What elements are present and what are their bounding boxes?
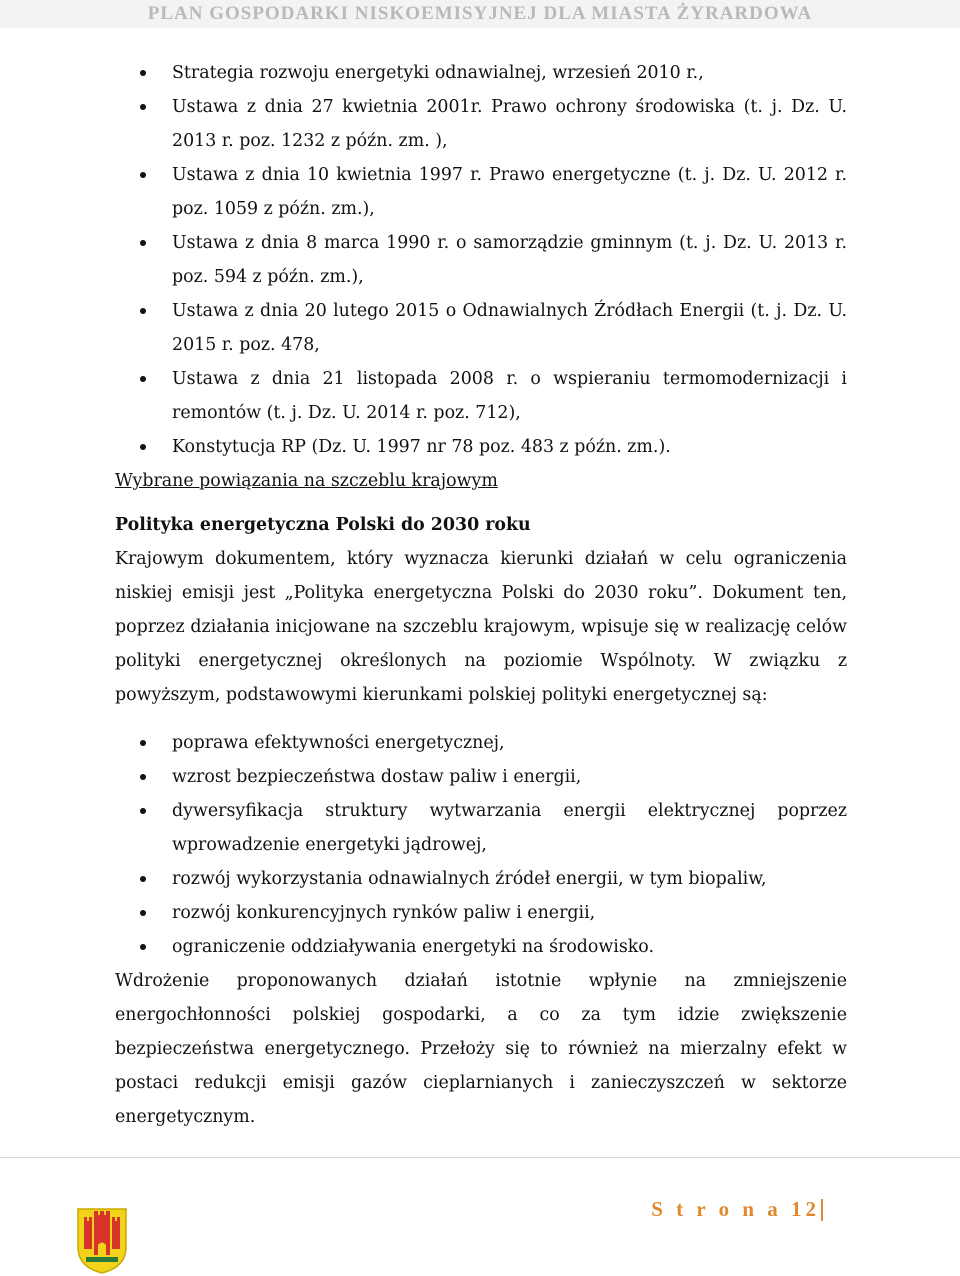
- list-item: rozwój konkurencyjnych rynków paliw i energii,: [115, 896, 847, 930]
- list-item: ograniczenie oddziaływania energetyki na środowisko.: [115, 930, 847, 964]
- list-item: Ustawa z dnia 20 lutego 2015 o Odnawialnych Źródłach Energii (t. j. Dz. U. 2015 r. poz. 478,: [115, 294, 847, 362]
- list-item: wzrost bezpieczeństwa dostaw paliw i energii,: [115, 760, 847, 794]
- list-item: Strategia rozwoju energetyki odnawialnej, wrzesień 2010 r.,: [115, 56, 847, 90]
- list-item: Ustawa z dnia 10 kwietnia 1997 r. Prawo energetyczne (t. j. Dz. U. 2012 r. poz. 1059 z późn. zm.),: [115, 158, 847, 226]
- list-item: poprawa efektywności energetycznej,: [115, 726, 847, 760]
- list-item: Konstytucja RP (Dz. U. 1997 nr 78 poz. 483 z późn. zm.).: [115, 430, 847, 464]
- directions-list: [115, 726, 847, 964]
- list-item: rozwój wykorzystania odnawialnych źródeł energii, w tym biopaliw,: [115, 862, 847, 896]
- footer-divider: [0, 1157, 960, 1158]
- paragraph-intro: Krajowym dokumentem, który wyznacza kierunki działań w celu ograniczenia niskiej emisji jest „Polityka energetyczna Polski do 2030 roku”. Dokument ten, poprzez działania inicjowane na szczeblu krajowym, wpisuje się w realizację celów polityki energetycznej określonych na poziomie Wspólnoty. W związku z powyższym, podstawowymi kierunkami polskiej polityki energetycznej są:: [115, 549, 847, 705]
- document-header: [0, 0, 960, 28]
- legal-list: [115, 56, 847, 464]
- list-item: Ustawa z dnia 8 marca 1990 r. o samorządzie gminnym (t. j. Dz. U. 2013 r. poz. 594 z późn. zm.),: [115, 226, 847, 294]
- list-item: dywersyfikacja struktury wytwarzania energii elektrycznej poprzez wprowadzenie energetyki jądrowej,: [115, 794, 847, 862]
- section-link[interactable]: Wybrane powiązania na szczeblu krajowym: [115, 471, 498, 491]
- page-content: [115, 56, 847, 1134]
- section-heading: Polityka energetyczna Polski do 2030 roku: [115, 515, 531, 535]
- page-number-separator: [821, 1199, 823, 1221]
- list-item: Ustawa z dnia 21 listopada 2008 r. o wspieraniu termomodernizacji i remontów (t. j. Dz. U. 2014 r. poz. 712),: [115, 362, 847, 430]
- paragraph-conclusion: Wdrożenie proponowanych działań istotnie wpłynie na zmniejszenie energochłonności polskiej gospodarki, a co za tym idzie zwiększenie bezpieczeństwa energetycznego. Przełoży się to również na mierzalny efekt w postaci redukcji emisji gazów cieplarnianych i zanieczyszczeń w sektorze energetycznym.: [115, 971, 847, 1127]
- list-item: Ustawa z dnia 27 kwietnia 2001r. Prawo ochrony środowiska (t. j. Dz. U. 2013 r. poz. 1232 z późn. zm. ),: [115, 90, 847, 158]
- city-crest-icon: [76, 1207, 128, 1275]
- page-number: S t r o n a 12: [651, 1197, 820, 1221]
- header-title: PLAN GOSPODARKI NISKOEMISYJNEJ DLA MIASTA ŻYRARDOWA: [147, 3, 813, 24]
